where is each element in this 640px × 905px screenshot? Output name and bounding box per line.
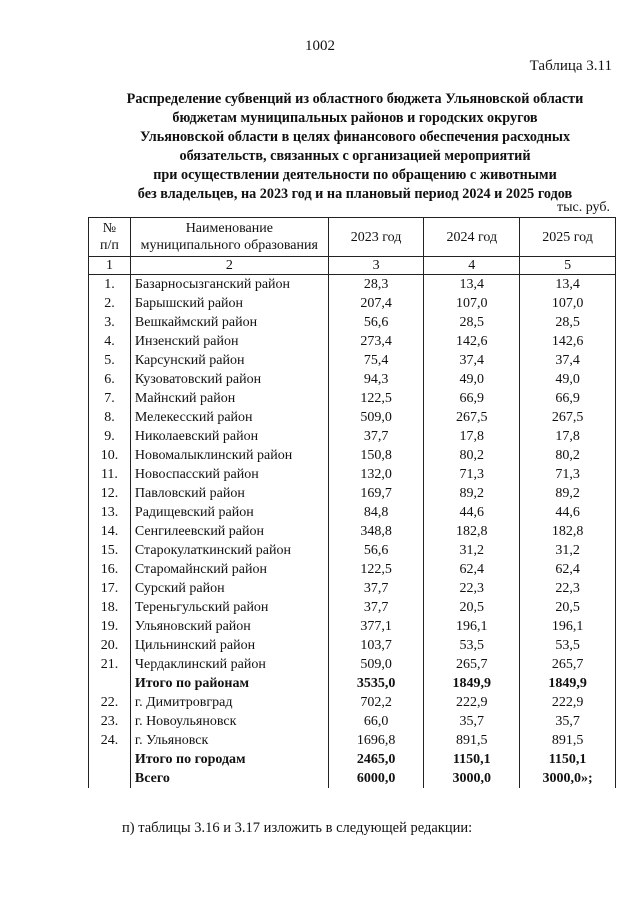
value-2025: 35,7 [520, 712, 616, 731]
value-2023: 150,8 [328, 446, 424, 465]
value-2024: 196,1 [424, 617, 520, 636]
row-number: 15. [89, 541, 131, 560]
value-2023: 377,1 [328, 617, 424, 636]
value-2023: 273,4 [328, 332, 424, 351]
value-2025: 1150,1 [520, 750, 616, 769]
value-2025: 28,5 [520, 313, 616, 332]
row-number: 20. [89, 636, 131, 655]
value-2024: 891,5 [424, 731, 520, 750]
footer-text: п) таблицы 3.16 и 3.17 изложить в следующей редакции: [122, 820, 473, 836]
value-2025: 20,5 [520, 598, 616, 617]
row-name: Радищевский район [130, 503, 328, 522]
value-2025: 1849,9 [520, 674, 616, 693]
table-row [89, 731, 616, 750]
table-row [89, 294, 616, 313]
row-name: Старокулаткинский район [130, 541, 328, 560]
column-number: 4 [424, 257, 520, 275]
value-2023: 103,7 [328, 636, 424, 655]
row-name: Базарносызганский район [130, 275, 328, 295]
row-number: 23. [89, 712, 131, 731]
value-2025: 891,5 [520, 731, 616, 750]
table-total-row [89, 750, 616, 769]
table-row [89, 408, 616, 427]
value-2023: 122,5 [328, 389, 424, 408]
value-2024: 89,2 [424, 484, 520, 503]
table-row [89, 313, 616, 332]
value-2025: 182,8 [520, 522, 616, 541]
value-2024: 1849,9 [424, 674, 520, 693]
value-2024: 66,9 [424, 389, 520, 408]
table-row [89, 712, 616, 731]
row-number: 1. [89, 275, 131, 295]
row-number: 7. [89, 389, 131, 408]
table-total-row [89, 674, 616, 693]
row-name: Мелекесский район [130, 408, 328, 427]
table-row [89, 522, 616, 541]
value-2023: 509,0 [328, 655, 424, 674]
value-2025: 44,6 [520, 503, 616, 522]
row-name: Ульяновский район [130, 617, 328, 636]
value-2024: 62,4 [424, 560, 520, 579]
table-body [89, 275, 616, 789]
value-2023: 1696,8 [328, 731, 424, 750]
value-2025: 3000,0»; [520, 769, 616, 788]
value-2025: 13,4 [520, 275, 616, 295]
table-row [89, 332, 616, 351]
value-2025: 22,3 [520, 579, 616, 598]
value-2025: 196,1 [520, 617, 616, 636]
value-2024: 28,5 [424, 313, 520, 332]
table-row [89, 389, 616, 408]
value-2023: 37,7 [328, 579, 424, 598]
row-number: 19. [89, 617, 131, 636]
table-total-row [89, 769, 616, 788]
table-row [89, 446, 616, 465]
row-name: Цильнинский район [130, 636, 328, 655]
value-2024: 35,7 [424, 712, 520, 731]
value-2024: 49,0 [424, 370, 520, 389]
row-number: 18. [89, 598, 131, 617]
row-name: Вешкаймский район [130, 313, 328, 332]
table-row [89, 503, 616, 522]
header-name [130, 218, 328, 257]
row-number: 5. [89, 351, 131, 370]
value-2023: 132,0 [328, 465, 424, 484]
table-row [89, 579, 616, 598]
value-2024: 13,4 [424, 275, 520, 295]
value-2024: 53,5 [424, 636, 520, 655]
value-2024: 22,3 [424, 579, 520, 598]
row-number: 10. [89, 446, 131, 465]
table-row [89, 617, 616, 636]
value-2024: 267,5 [424, 408, 520, 427]
value-2024: 222,9 [424, 693, 520, 712]
row-number: 21. [89, 655, 131, 674]
row-name: Итого по районам [130, 674, 328, 693]
page-number: 1002 [305, 38, 335, 54]
subvention-table [88, 217, 616, 788]
value-2023: 3535,0 [328, 674, 424, 693]
table-row [89, 693, 616, 712]
row-number: 17. [89, 579, 131, 598]
row-number: 8. [89, 408, 131, 427]
header-number-line2: п/п [100, 238, 119, 253]
row-number: 16. [89, 560, 131, 579]
value-2025: 62,4 [520, 560, 616, 579]
value-2023: 169,7 [328, 484, 424, 503]
value-2025: 49,0 [520, 370, 616, 389]
value-2025: 66,9 [520, 389, 616, 408]
value-2023: 94,3 [328, 370, 424, 389]
row-name: Инзенский район [130, 332, 328, 351]
value-2025: 17,8 [520, 427, 616, 446]
value-2024: 71,3 [424, 465, 520, 484]
row-name: Чердаклинский район [130, 655, 328, 674]
title-line: при осуществлении деятельности по обращению с животными [153, 167, 557, 183]
value-2025: 31,2 [520, 541, 616, 560]
header-2025: 2025 год [520, 218, 616, 257]
value-2024: 107,0 [424, 294, 520, 313]
row-number: 24. [89, 731, 131, 750]
row-name: Барышский район [130, 294, 328, 313]
row-name: Итого по городам [130, 750, 328, 769]
value-2025: 53,5 [520, 636, 616, 655]
header-2023: 2023 год [328, 218, 424, 257]
table-row [89, 370, 616, 389]
row-number: 3. [89, 313, 131, 332]
table-row [89, 655, 616, 674]
row-number: 6. [89, 370, 131, 389]
header-name-line2: муниципального образования [140, 238, 318, 253]
document-title [90, 90, 620, 204]
title-line: без владельцев, на 2023 год и на плановый период 2024 и 2025 годов [137, 186, 573, 202]
row-name: Павловский район [130, 484, 328, 503]
row-number: 12. [89, 484, 131, 503]
row-number [89, 750, 131, 769]
title-line: Распределение субвенций из областного бюджета Ульяновской области [126, 91, 584, 107]
column-number: 5 [520, 257, 616, 275]
value-2024: 20,5 [424, 598, 520, 617]
value-2024: 142,6 [424, 332, 520, 351]
table-row [89, 275, 616, 295]
value-2023: 84,8 [328, 503, 424, 522]
value-2025: 267,5 [520, 408, 616, 427]
row-number: 2. [89, 294, 131, 313]
value-2024: 80,2 [424, 446, 520, 465]
value-2023: 2465,0 [328, 750, 424, 769]
value-2025: 80,2 [520, 446, 616, 465]
row-name: Кузоватовский район [130, 370, 328, 389]
title-line: Ульяновской области в целях финансового обеспечения расходных [139, 129, 571, 145]
row-name: Старомайнский район [130, 560, 328, 579]
row-name: Новоспасский район [130, 465, 328, 484]
table-label: Таблица 3.11 [529, 58, 612, 74]
row-name: г. Новоульяновск [130, 712, 328, 731]
value-2023: 207,4 [328, 294, 424, 313]
row-number: 4. [89, 332, 131, 351]
row-name: Сурский район [130, 579, 328, 598]
table-row [89, 636, 616, 655]
value-2024: 31,2 [424, 541, 520, 560]
column-number: 2 [130, 257, 328, 275]
table-row [89, 351, 616, 370]
value-2023: 75,4 [328, 351, 424, 370]
row-name: г. Димитровград [130, 693, 328, 712]
column-number: 1 [89, 257, 131, 275]
table-row [89, 598, 616, 617]
row-number: 11. [89, 465, 131, 484]
value-2024: 17,8 [424, 427, 520, 446]
table-row [89, 427, 616, 446]
value-2023: 702,2 [328, 693, 424, 712]
value-2023: 6000,0 [328, 769, 424, 788]
value-2024: 265,7 [424, 655, 520, 674]
row-number: 14. [89, 522, 131, 541]
value-2025: 89,2 [520, 484, 616, 503]
row-number: 22. [89, 693, 131, 712]
header-2024: 2024 год [424, 218, 520, 257]
row-name: Николаевский район [130, 427, 328, 446]
header-name-line1: Наименование [185, 221, 273, 236]
row-number [89, 769, 131, 788]
table-row [89, 465, 616, 484]
value-2025: 37,4 [520, 351, 616, 370]
value-2023: 37,7 [328, 598, 424, 617]
table-row [89, 484, 616, 503]
row-name: Тереньгульский район [130, 598, 328, 617]
value-2024: 182,8 [424, 522, 520, 541]
value-2025: 265,7 [520, 655, 616, 674]
table-row [89, 541, 616, 560]
row-number [89, 674, 131, 693]
header-number [89, 218, 131, 257]
units-label: тыс. руб. [557, 200, 610, 215]
table-row [89, 560, 616, 579]
value-2023: 66,0 [328, 712, 424, 731]
value-2023: 56,6 [328, 541, 424, 560]
row-name: г. Ульяновск [130, 731, 328, 750]
value-2024: 37,4 [424, 351, 520, 370]
row-name: Всего [130, 769, 328, 788]
value-2023: 348,8 [328, 522, 424, 541]
value-2023: 509,0 [328, 408, 424, 427]
title-line: обязательств, связанных с организацией мероприятий [179, 148, 531, 164]
row-name: Карсунский район [130, 351, 328, 370]
value-2023: 37,7 [328, 427, 424, 446]
column-number: 3 [328, 257, 424, 275]
value-2025: 107,0 [520, 294, 616, 313]
row-name: Майнский район [130, 389, 328, 408]
row-number: 13. [89, 503, 131, 522]
value-2025: 71,3 [520, 465, 616, 484]
header-number-line1: № [102, 221, 117, 236]
row-number: 9. [89, 427, 131, 446]
value-2025: 222,9 [520, 693, 616, 712]
value-2024: 1150,1 [424, 750, 520, 769]
value-2024: 44,6 [424, 503, 520, 522]
value-2024: 3000,0 [424, 769, 520, 788]
value-2023: 122,5 [328, 560, 424, 579]
value-2023: 28,3 [328, 275, 424, 295]
row-name: Сенгилеевский район [130, 522, 328, 541]
value-2023: 56,6 [328, 313, 424, 332]
value-2025: 142,6 [520, 332, 616, 351]
title-line: бюджетам муниципальных районов и городских округов [172, 110, 538, 126]
row-name: Новомалыклинский район [130, 446, 328, 465]
